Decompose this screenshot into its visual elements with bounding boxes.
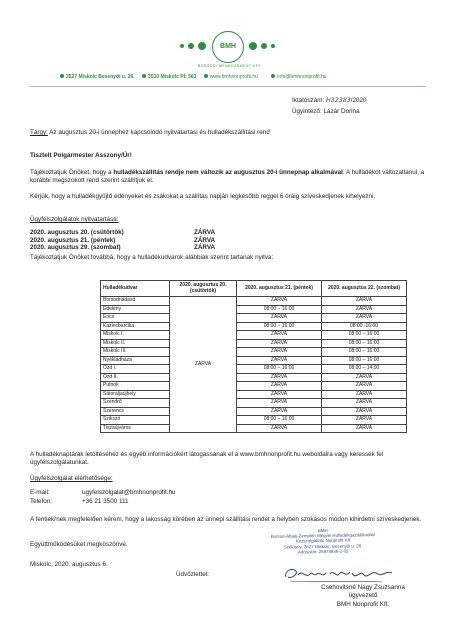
contact-email-row: E-mail: ugyfelszolgalat@bmhnonprofit.hu: [30, 489, 176, 496]
website-link[interactable]: www.bmhnonprofit.hu: [204, 74, 264, 80]
support-email-link[interactable]: ugyfelszolgalat@bmhnonprofit.hu: [82, 489, 176, 496]
table-row: [101, 365, 407, 374]
subject-text: Az augusztus 20-i ünnephez kapcsolódó nyitvatartási és hulladékszállítási rend: [47, 129, 270, 136]
support-phone: +36 21 3500 111: [82, 498, 129, 505]
table-row: [101, 356, 407, 365]
aug21-cell: ZÁRVA: [237, 390, 322, 399]
aug22-cell: ZÁRVA: [322, 297, 407, 306]
yard-name-cell: Tiszaújváros: [101, 424, 170, 433]
yard-name-cell: Szendrő: [101, 399, 170, 408]
aug22-cell: ZÁRVA: [322, 399, 407, 408]
signatory-block: [298, 584, 428, 609]
yard-name-cell: Nyékládháza: [101, 356, 170, 365]
aug22-cell: ZÁRVA: [322, 390, 407, 399]
col-header-aug21: 2020. augusztus 21. (péntek): [237, 281, 322, 297]
aug21-cell: ZÁRVA: [237, 348, 322, 357]
logo-dot: [249, 42, 257, 50]
aug21-cell: ZÁRVA: [237, 314, 322, 323]
yard-name-cell: Putnok: [101, 382, 170, 391]
table-row: [101, 390, 407, 399]
subject-line: [30, 129, 426, 137]
bullet-icon: [271, 74, 275, 78]
waste-yard-schedule-table: [100, 280, 407, 433]
aug21-cell: ZÁRVA: [237, 382, 322, 391]
registry-label: Iktatószám:: [292, 97, 325, 104]
registry-year: /2020: [350, 97, 367, 104]
table-row: [101, 373, 407, 382]
aug22-cell: 08:00 – 16:00: [322, 356, 407, 365]
logo-circle: BMH: [212, 31, 244, 63]
aug22-cell: ZÁRVA: [322, 305, 407, 314]
service-hours-heading: Ügyfélszolgálatok nyitvatartása:: [30, 216, 119, 223]
signatory-name: Csehovitsné Nagy Zsuzsanna: [321, 584, 405, 591]
yard-intro: Tájékoztatjuk Önöket továbbá, hogy a hulladékudvarok alábbiak szerint tartanak nyitva:: [30, 254, 274, 261]
aug21-cell: 08:00 – 16:00: [237, 416, 322, 425]
table-row: [101, 297, 407, 306]
aug22-cell: ZÁRVA: [322, 373, 407, 382]
logo-dot: [198, 42, 206, 50]
table-row: [101, 407, 407, 416]
pobox-item: 3510 Miskolc Pf. 563: [142, 74, 196, 80]
email-link[interactable]: info@bmhnonprofit.hu: [271, 74, 332, 80]
subject-label: Tárgy:: [30, 129, 48, 136]
aug22-cell: ZÁRVA: [322, 382, 407, 391]
aug22-cell: 08:00 – 14:00: [322, 365, 407, 374]
aug21-cell: ZÁRVA: [237, 356, 322, 365]
handler-name: Lázár Dorina: [323, 108, 360, 115]
yard-name-cell: Miskolc II.: [101, 339, 170, 348]
aug22-cell: ZÁRVA: [322, 416, 407, 425]
header-divider: [30, 86, 426, 87]
table-body: [101, 297, 407, 433]
yard-name-cell: Borsodnádasd: [101, 297, 170, 306]
aug22-cell: 08:00 – 16:00: [322, 331, 407, 340]
aug22-cell: 08:00 -16:00: [322, 322, 407, 331]
yard-name-cell: Szikszó: [101, 416, 170, 425]
aug22-cell: 08:00 – 16:00: [322, 348, 407, 357]
aug21-cell: ZÁRVA: [237, 399, 322, 408]
aug20-merged-cell: ZÁRVA: [170, 297, 237, 433]
signatory-title: ügyvezető: [348, 592, 378, 600]
aug21-cell: ZÁRVA: [237, 331, 322, 340]
bullet-icon: [60, 74, 64, 78]
table-row: [101, 339, 407, 348]
contact-phone-row: Telefon: +36 21 3500 111: [30, 498, 129, 505]
handler-label: Ügyintéző:: [292, 108, 322, 115]
yard-name-cell: Miskolc I.: [101, 331, 170, 340]
table-row: [101, 331, 407, 340]
aug21-cell: ZÁRVA: [237, 297, 322, 306]
company-logo: [120, 30, 340, 66]
aug21-cell: ZÁRVA: [237, 373, 322, 382]
aug21-cell: ZÁRVA: [237, 407, 322, 416]
logo-tagline: BORSODI MENEDZSMENT KFT.: [197, 64, 263, 68]
aug21-cell: ZÁRVA: [237, 424, 322, 433]
table-row: [101, 424, 407, 433]
company-stamp: BMH Borsod-Abaúj-Zemplén Megyei Hulladékgazdálkodási Közszolgáltató Nonprofit Kft Székhely: 3527 Miskolc, Besenyői u. 26. Adószám: 25979936-2-05: [270, 527, 376, 555]
yard-name-cell: Edelény: [101, 305, 170, 314]
aug22-cell: ZÁRVA: [322, 407, 407, 416]
aug22-cell: ZÁRVA: [322, 424, 407, 433]
closure-item: 2020. augusztus 21. (péntek) ZÁRVA: [30, 236, 216, 244]
closure-item: 2020. augusztus 29. (szombat) ZÁRVA: [30, 244, 216, 251]
yard-name-cell: Encs: [101, 314, 170, 323]
yard-name-cell: Sátoraljaújhely: [101, 390, 170, 399]
table-row: [101, 416, 407, 425]
address-item: 3527 Miskolc Besenyői u. 26.: [60, 74, 135, 80]
yard-name-cell: Ózd II.: [101, 373, 170, 382]
aug22-cell: ZÁRVA: [322, 314, 407, 323]
yard-name-cell: Ózd I.: [101, 365, 170, 374]
bullet-icon: [204, 74, 208, 78]
logo-dot: [271, 44, 275, 48]
paragraph-announce: A fentiekrnek megfelelően kérem, hogy a lakosság körében az ünnepi szállítási rendet a helyben szokásos módon kihirdetni szíveskedjenek.: [30, 516, 422, 523]
table-row: [101, 314, 407, 323]
aug21-cell: 08:00 – 16:00: [237, 365, 322, 374]
closing-line: Együttműködésüket megköszönve.: [30, 541, 128, 548]
paragraph-schedule-unchanged: Tájékoztatjuk Önöket, hogy a hulladékszállítás rendje nem változik az augusztus 20-i ünnepnap alkalmával. A hulladékot változatlanul, a korábbi megszokott rend szerint szállítjuk el.: [30, 169, 425, 184]
table-row: [101, 348, 407, 357]
logo-dot: [188, 43, 194, 49]
yard-name-cell: Miskolc III.: [101, 348, 170, 357]
closure-item: 2020. augusztus 20. (csütörtök) ZÁRVA: [30, 229, 216, 236]
closures-list: [30, 229, 215, 252]
aug22-cell: 08:00 – 16:00: [322, 339, 407, 348]
table-row: [101, 322, 407, 331]
col-header-aug22: 2020. augusztus 22. (szombat): [322, 281, 407, 297]
col-header-yard: Hulladékudvar: [101, 281, 170, 297]
paragraph-bin-placement: Kérjük, hogy a hulladékgyűjtő edényeket és zsákokat a szállítás napján legkésőbb reggel 6 óráig szíveskedjenek kihelyezni.: [30, 193, 376, 200]
logo-dot: [180, 44, 184, 48]
table-header-row: [101, 281, 407, 297]
yard-name-cell: Szerencs: [101, 407, 170, 416]
contact-heading: Ügyfélszolgálat elérhetősége:: [30, 475, 113, 482]
aug21-cell: 08:00 – 16:00: [237, 322, 322, 331]
col-header-aug20: 2020. augusztus 20. (csütörtök): [170, 281, 237, 297]
letterhead-contacts: [60, 74, 420, 80]
handler-line: [292, 108, 360, 115]
greeting: Üdvözlettel:: [176, 571, 209, 578]
aug21-cell: 08:00 – 16:00: [237, 305, 322, 314]
logo-dot: [261, 43, 267, 49]
table-row: [101, 305, 407, 314]
yard-name-cell: Kazincbarcika: [101, 322, 170, 331]
place-date: Miskolc, 2020. augusztus 6.: [30, 561, 108, 568]
table-row: [101, 399, 407, 408]
aug21-cell: ZÁRVA: [237, 339, 322, 348]
paragraph-website: A hulladéknaptárak letöltéséhez és egyéb információkért látogassanak el a www.bmhnonprofit.hu weboldalra vagy keressék fel ügyfélszolgálatunkat.: [30, 451, 384, 466]
registry-number: H32383: [325, 97, 351, 104]
salutation: Tisztelt Polgármester Asszony/Úr!: [30, 152, 132, 159]
signatory-org: BMH Nonprofit Kft.: [336, 600, 390, 608]
table-row: [101, 382, 407, 391]
registry-line: [292, 97, 367, 104]
bullet-icon: [142, 74, 146, 78]
